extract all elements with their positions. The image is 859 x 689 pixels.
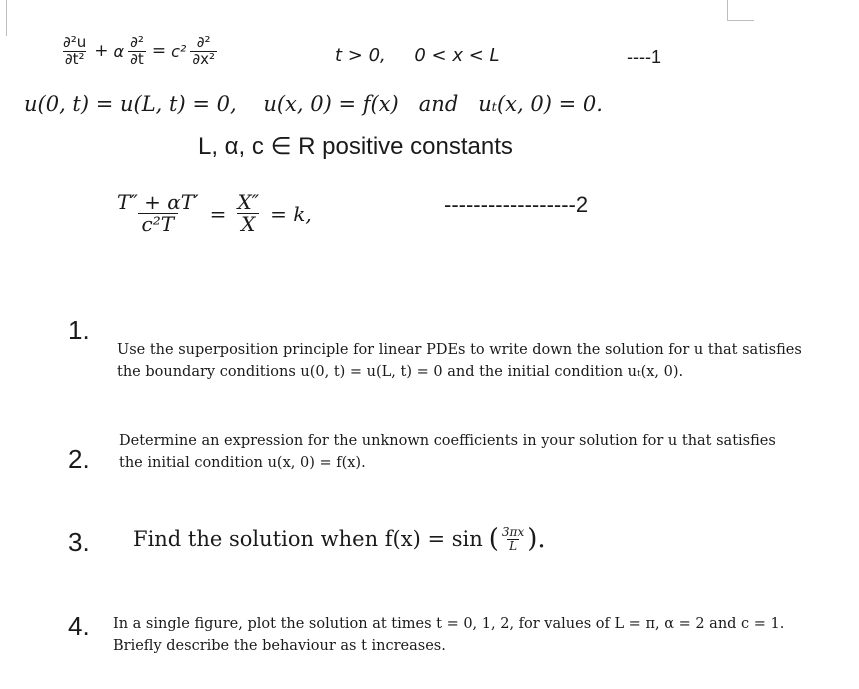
question-number-1: 1. [68, 315, 90, 345]
domain-conditions: t > 0, 0 < x < L [335, 45, 500, 66]
space-part-fraction [233, 192, 263, 235]
equals-sign: = [151, 41, 167, 62]
question-4-line-2: Briefly describe the behaviour as t increases. [113, 638, 446, 654]
open-parenthesis: ( [488, 524, 499, 555]
second-space-derivative [190, 35, 217, 68]
first-time-derivative [128, 35, 146, 68]
page-corner-mark-left [0, 0, 7, 36]
fraction-numerator: ∂² [130, 33, 144, 51]
question-number-3: 3. [68, 527, 90, 557]
fraction-denominator: L [509, 538, 518, 553]
fraction-numerator: T″ + αT′ [117, 190, 199, 214]
boundary-conditions: u(0, t) = u(L, t) = 0, u(x, 0) = f(x) and uₜ(x, 0) = 0. [24, 92, 603, 116]
second-time-derivative [61, 35, 88, 68]
question-3-prefix: Find the solution when f(x) = sin [133, 527, 483, 552]
fraction-numerator: 3πx [501, 525, 525, 539]
equation-tag-1: ----1 [627, 47, 661, 67]
wave-equation [60, 35, 218, 68]
question-4-line-1: In a single figure, plot the solution at times t = 0, 1, 2, for values of L = π, α = 2 and c = 1. [113, 616, 785, 632]
fraction-numerator: X″ [237, 190, 260, 214]
equals-sign: = [209, 201, 227, 226]
question-2-line-1: Determine an expression for the unknown coefficients in your solution for u that satisfies [119, 433, 776, 449]
question-1-text [117, 339, 802, 383]
c-squared: c² [171, 41, 187, 61]
fraction-numerator: ∂²u [63, 33, 87, 51]
fraction-denominator: ∂t [130, 49, 144, 68]
question-number-4: 4. [68, 611, 90, 641]
constants-statement: L, α, c ∈ R positive constants [198, 133, 513, 160]
separation-equation [112, 192, 312, 235]
separation-constant: = k, [270, 201, 312, 226]
question-1-line-2: the boundary conditions u(0, t) = u(L, t) = 0 and the initial condition uₜ(x, 0). [117, 364, 684, 380]
close-parenthesis: ). [527, 524, 546, 555]
fraction-denominator: ∂x² [192, 49, 215, 68]
time-part-fraction [113, 192, 203, 235]
fraction-denominator: X [237, 213, 259, 235]
alpha-symbol: α [113, 41, 125, 61]
question-number-2: 2. [68, 444, 90, 474]
question-1-line-1: Use the superposition principle for linear PDEs to write down the solution for u that satisfies [117, 342, 802, 358]
fraction-numerator: ∂² [196, 33, 211, 51]
question-2-text [119, 430, 776, 474]
question-3-text [133, 524, 546, 555]
plus-sign: + [94, 41, 109, 62]
fraction-denominator: ∂t² [64, 49, 85, 68]
page-corner-mark-right [727, 0, 754, 21]
question-4-text [113, 613, 784, 657]
equation-tag-2: ------------------2 [444, 192, 589, 217]
question-2-line-2: the initial condition u(x, 0) = f(x). [119, 455, 366, 471]
fraction-denominator: c²T [138, 213, 179, 235]
sine-argument-fraction [500, 526, 526, 552]
